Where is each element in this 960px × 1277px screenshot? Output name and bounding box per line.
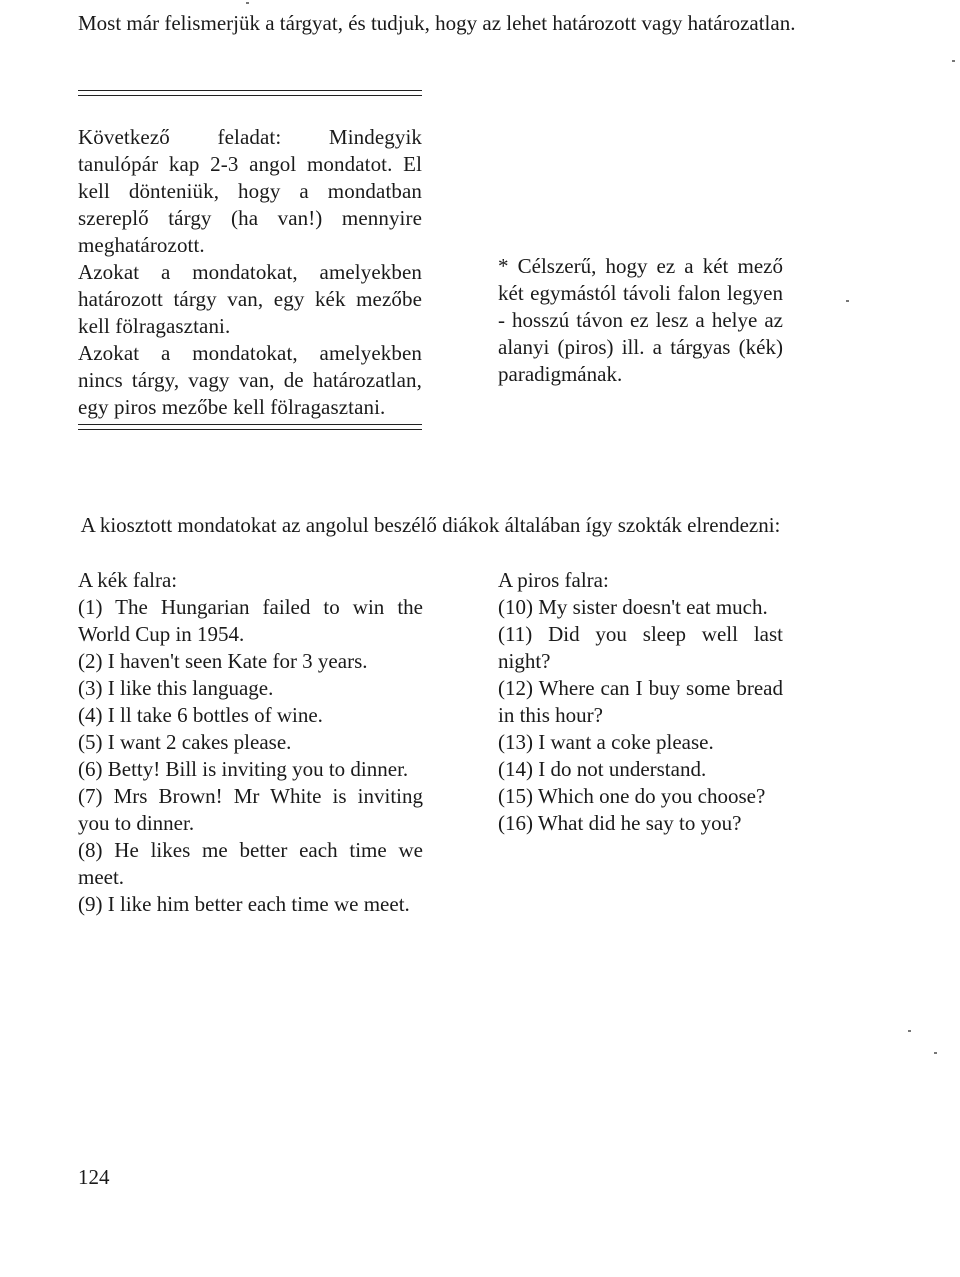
task-paragraph-1: Következő feladat: Mindegyik tanulópár kap 2-3 angol mondatot. El kell dönteniük, hogy a mondatban szereplő tárgy (ha van!) mennyire meghatározott. [78, 125, 422, 257]
list-item: (9) I like him better each time we meet. [78, 892, 410, 916]
list-item: (15) Which one do you choose? [498, 784, 766, 808]
list-item: (7) Mrs Brown! Mr White is inviting you to dinner. [78, 784, 423, 835]
page-number: 124 [78, 1165, 110, 1189]
red-wall-list [498, 594, 783, 837]
blue-wall-column [78, 567, 423, 918]
blue-wall-heading: A kék falra: [78, 568, 178, 592]
red-wall-column [498, 567, 783, 837]
list-item: (16) What did he say to you? [498, 811, 742, 835]
list-item: (4) I ll take 6 bottles of wine. [78, 703, 323, 727]
scan-speck [908, 1030, 911, 1032]
intro-paragraph: Most már felismerjük a tárgyat, és tudjuk, hogy az lehet határozott vagy határozatlan. [78, 11, 796, 35]
list-item: (6) Betty! Bill is inviting you to dinner. [78, 757, 409, 781]
task-text [78, 124, 422, 421]
list-item: (11) Did you sleep well last night? [498, 622, 783, 673]
scan-speck [846, 300, 849, 302]
list-item: (10) My sister doesn't eat much. [498, 595, 768, 619]
scan-speck [246, 2, 249, 4]
arranged-heading: A kiosztott mondatokat az angolul beszélő diákok általában így szokták elrendezni: [80, 513, 781, 537]
task-box [78, 90, 422, 430]
list-item: (13) I want a coke please. [498, 730, 714, 754]
list-item: (1) The Hungarian failed to win the World Cup in 1954. [78, 595, 423, 646]
task-paragraph-3: Azokat a mondatokat, amelyekben nincs tárgy, vagy van, de határozatlan, egy piros mezőbe kell fölragasztani. [78, 341, 422, 419]
list-item: (8) He likes me better each time we meet. [78, 838, 423, 889]
task-box-top-rule [78, 90, 422, 96]
footnote-note: * Célszerű, hogy ez a két mező két egymástól távoli falon legyen - hosszú távon ez lesz a helye az alanyi (piros) ill. a tárgyas (kék) paradigmának. [498, 254, 783, 386]
list-item: (2) I haven't seen Kate for 3 years. [78, 649, 368, 673]
blue-wall-list [78, 594, 423, 918]
task-paragraph-2: Azokat a mondatokat, amelyekben határozott tárgy van, egy kék mezőbe kell fölragasztani. [78, 260, 422, 338]
list-item: (12) Where can I buy some bread in this hour? [498, 676, 783, 727]
list-item: (5) I want 2 cakes please. [78, 730, 292, 754]
list-item: (14) I do not understand. [498, 757, 707, 781]
task-box-bottom-rule [78, 424, 422, 430]
scan-speck [934, 1052, 937, 1054]
scan-speck [952, 60, 955, 62]
red-wall-heading: A piros falra: [498, 568, 609, 592]
list-item: (3) I like this language. [78, 676, 274, 700]
